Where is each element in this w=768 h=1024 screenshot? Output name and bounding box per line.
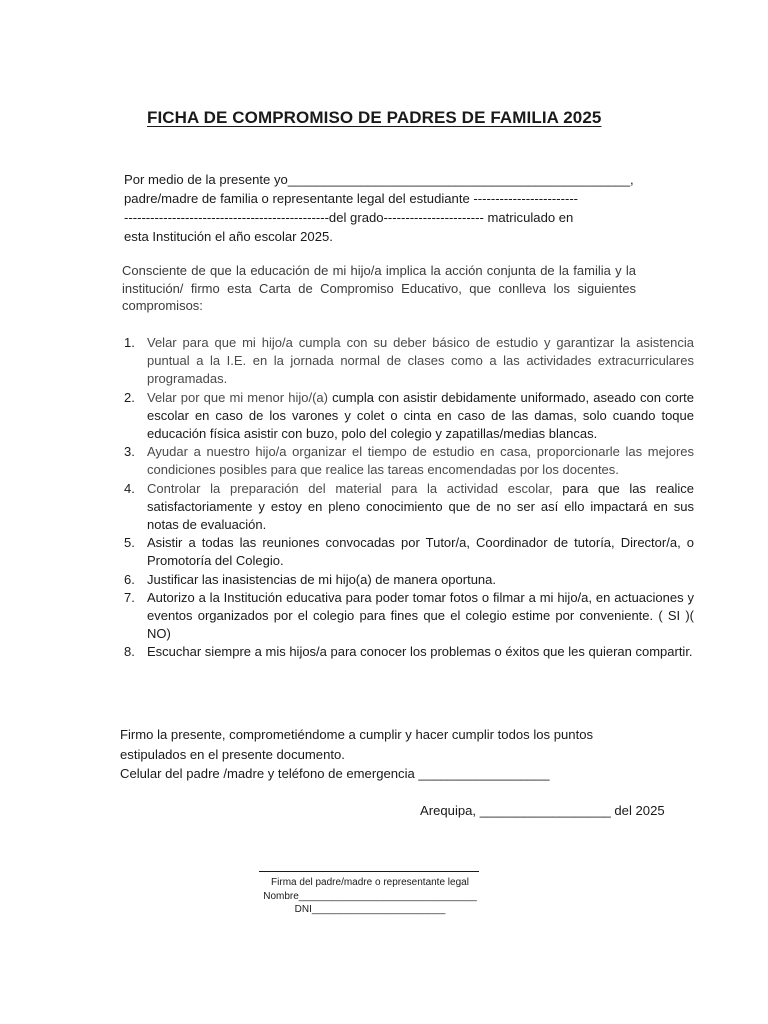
commitment-text: Justificar las inasistencias de mi hijo(a) de manera oportuna.: [147, 571, 497, 587]
signature-dni-line: DNI________________________: [294, 904, 446, 915]
intro-line: -----------------------------------------------del grado----------------------- matriculado en: [124, 210, 574, 225]
intro-line: Por medio de la presente yo_______________________________________________,: [124, 172, 634, 187]
commitment-item: [120, 589, 694, 644]
commitment-text: Autorizo a la Institución educativa para poder tomar fotos o filmar a mi hijo/a, en actuaciones y eventos organizados por el colegio para fines que el colegio estime por conveniente. ( SI )( NO): [147, 589, 694, 642]
commitment-number: 3.: [124, 444, 135, 460]
commitment-number: 8.: [124, 644, 135, 660]
commitment-item: [120, 534, 694, 570]
intro-line: padre/madre de familia o representante legal del estudiante ------------------------: [124, 191, 579, 206]
commitments-list: [120, 334, 694, 662]
commitment-item: [120, 480, 694, 535]
place-date-line: Arequipa, __________________ del 2025: [420, 803, 665, 818]
commitment-text: Asistir a todas las reuniones convocadas por Tutor/a, Coordinador de tutoría, Director/a, o Promotoría del Colegio.: [147, 535, 694, 569]
commitment-text: Controlar la preparación del material para la actividad escolar,: [147, 480, 563, 496]
signature-caption: Firma del padre/madre o representante legal: [271, 877, 469, 888]
commitment-number: 7.: [124, 589, 135, 605]
closing-paragraph: [120, 725, 660, 784]
commitment-text: para que las realice satisfactoriamente y estoy en pleno conocimiento que de no ser así ello impactará en sus notas de evaluación.: [147, 480, 694, 533]
commitment-text: Velar para que mi hijo/a cumpla con su deber básico de estudio y garantizar la asistencia puntual a la I.E. en la jornada normal de clases como a las actividades extracurriculares programadas.: [147, 335, 694, 387]
commitment-number: 4.: [124, 480, 135, 496]
commitment-item: [120, 334, 694, 389]
commitment-number: 6.: [124, 571, 135, 587]
commitment-text: cumpla con asistir debidamente uniformado, aseado con corte escolar en caso de los varones y colet o cinta en caso de las damas, solo cuando toque educación física asistir con buzo, polo del colegio y zapatillas/medias blancas.: [147, 389, 694, 442]
commitment-text: Escuchar siempre a mis hijos/a para conocer los problemas o éxitos que les quieran compartir.: [147, 644, 693, 660]
commitment-text: Velar por que mi menor hijo/(a): [147, 389, 333, 405]
commitment-item: [120, 643, 694, 661]
intro-line: esta Institución el año escolar 2025.: [124, 229, 333, 244]
commitment-item: [120, 389, 694, 444]
commitment-item: [120, 571, 694, 589]
closing-line: Firmo la presente, comprometiéndome a cumplir y hacer cumplir todos los puntos: [120, 727, 594, 742]
commitment-item: [120, 443, 694, 479]
intro-paragraph: [124, 170, 634, 246]
signature-block: [255, 876, 485, 917]
document-title: FICHA DE COMPROMISO DE PADRES DE FAMILIA 2025: [147, 108, 602, 127]
signature-name-line: Nombre________________________________: [263, 890, 477, 902]
signature-line: [259, 871, 479, 872]
commitment-text: Ayudar a nuestro hijo/a organizar el tiempo de estudio en casa, proporcionarle las mejores condiciones posibles para que realice las tareas encomendadas por los docentes.: [147, 444, 694, 478]
closing-line: estipulados en el presente documento.: [120, 746, 345, 762]
closing-line: Celular del padre /madre y teléfono de emergencia __________________: [120, 766, 550, 781]
commitment-number: 1.: [124, 335, 135, 350]
commitment-number: 2.: [124, 389, 135, 405]
conscious-paragraph: Consciente de que la educación de mi hijo/a implica la acción conjunta de la familia y la institución/ firmo esta Carta de Compromiso Educativo, que conlleva los siguientes compromisos:: [122, 263, 636, 313]
commitment-number: 5.: [124, 535, 135, 551]
